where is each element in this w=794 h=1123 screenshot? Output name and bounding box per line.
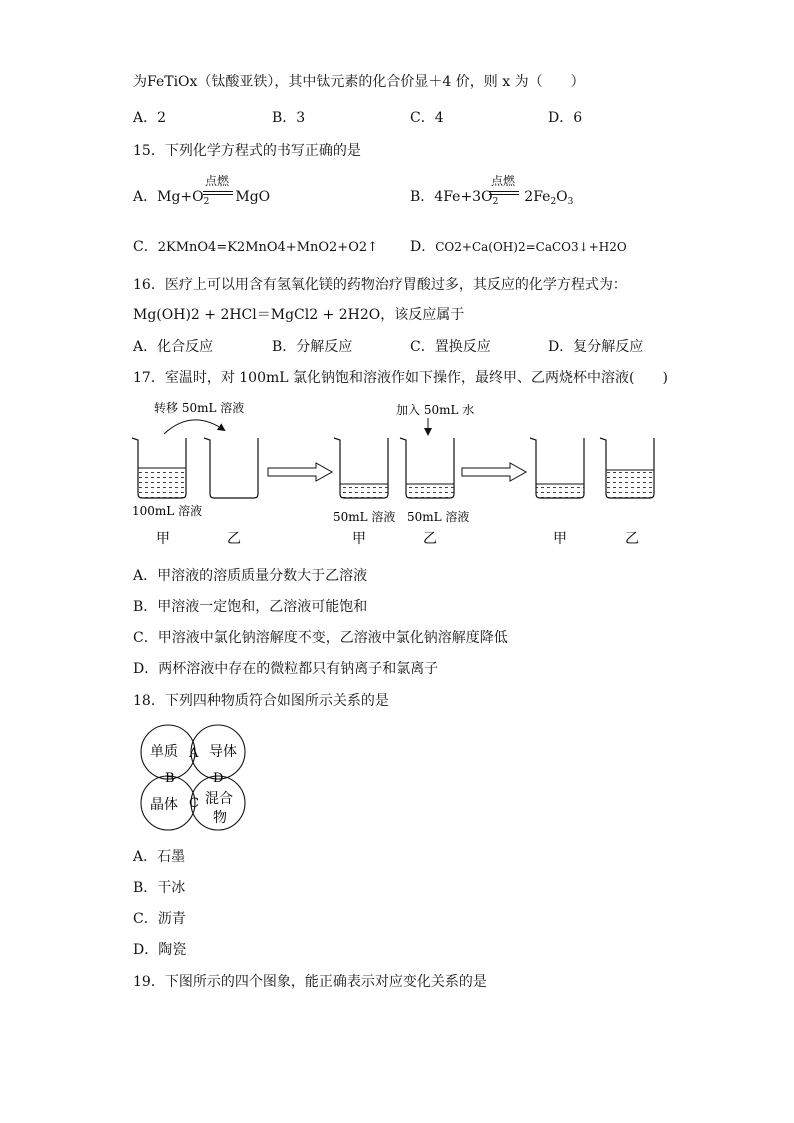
q16-option-d[interactable]: D．复分解反应 (548, 339, 644, 355)
q15-a-right: MgO (235, 189, 271, 205)
label-jia-2: 甲 (352, 531, 366, 547)
q18-option-b[interactable]: B．干冰 (133, 880, 186, 896)
q15-stem: 15．下列化学方程式的书写正确的是 (133, 143, 361, 159)
q15-option-a[interactable] (133, 188, 270, 211)
label-jia-1: 甲 (156, 531, 170, 547)
q15-a-sub: 2 (203, 197, 210, 207)
q15-b-right: 2Fe (524, 189, 551, 205)
label-50ml-b: 50mL 溶液 (407, 510, 470, 524)
beaker-yi-final (600, 438, 654, 498)
q15-b-eq-line-top (489, 191, 519, 192)
beaker-jia-middle (334, 438, 388, 498)
q15-a-label: A． (133, 189, 158, 205)
venn-hunhe: 混合 (205, 791, 233, 807)
q14-option-b[interactable]: B．3 (272, 110, 306, 126)
q14-option-a[interactable]: A．2 (133, 110, 167, 126)
label-yi-2: 乙 (423, 531, 437, 547)
q14-stem-tail (133, 73, 585, 91)
q17-option-b[interactable]: B．甲溶液一定饱和，乙溶液可能饱和 (133, 599, 368, 615)
label-yi-1: 乙 (227, 531, 241, 547)
q16-stem: 16．医疗上可以用含有氢氧化镁的药物治疗胃酸过多，其反应的化学方程式为： (133, 277, 627, 293)
beaker-yi-initial (204, 438, 258, 498)
q17-option-d[interactable]: D．两杯溶液中存在的微粒都只有钠离子和氯离子 (133, 661, 439, 677)
q15-a-eq-line-top (203, 191, 233, 192)
q18-option-a[interactable]: A．石墨 (133, 849, 186, 865)
process-arrow-1 (268, 463, 332, 481)
q15-a-eq-line-bottom (203, 194, 233, 195)
q15-b-label: B． (410, 189, 435, 205)
q15-b-left: 4Fe+3O (434, 189, 493, 205)
q18-stem: 18．下列四种物质符合如图所示关系的是 (133, 693, 389, 709)
q15-option-d[interactable] (410, 238, 627, 256)
q16-option-a[interactable]: A．化合反应 (133, 339, 214, 355)
q14-stem-text: 为FeTiOx（钛酸亚铁），其中钛元素的化合价显＋4 价，则 x 为（ ） (133, 74, 585, 90)
transfer-arrow (164, 420, 224, 434)
q16-equation: Mg(OH)2 + 2HCl＝MgCl2 + 2H2O，该反应属于 (133, 307, 465, 323)
q15-b-sub2: 2 (550, 197, 557, 207)
q15-d-label: D． (410, 239, 436, 255)
q19-stem: 19．下图所示的四个图象，能正确表示对应变化关系的是 (133, 974, 487, 990)
venn-wu: 物 (213, 810, 227, 826)
transfer-label: 转移 50mL 溶液 (154, 401, 245, 415)
q15-c-text: 2KMnO4=K2MnO4+MnO2+O2↑ (157, 240, 379, 255)
q18-option-d[interactable]: D．陶瓷 (133, 942, 187, 958)
label-100ml: 100mL 溶液 (132, 504, 203, 518)
beaker-jia-final (530, 438, 584, 498)
q15-b-sub3: 3 (567, 197, 574, 207)
q17-option-c[interactable]: C．甲溶液中氯化钠溶解度不变，乙溶液中氯化钠溶解度降低 (133, 630, 508, 646)
add-water-label: 加入 50mL 水 (396, 403, 475, 417)
q15-option-c[interactable] (133, 238, 378, 257)
beaker-yi-middle (400, 438, 454, 498)
venn-jingti: 晶体 (150, 797, 178, 813)
q18-venn-diagram (132, 724, 256, 832)
venn-region-d: D (213, 771, 224, 786)
venn-region-b: B (165, 771, 175, 786)
q15-a-condition: 点燃 (205, 174, 230, 188)
venn-daoti: 导体 (209, 744, 237, 760)
venn-region-c: C (189, 796, 199, 811)
beaker-jia-initial (132, 438, 186, 498)
venn-danzhi: 单质 (150, 744, 178, 760)
q16-option-b[interactable]: B．分解反应 (272, 339, 353, 355)
q15-a-left: Mg+O (157, 189, 204, 205)
venn-region-a: A (189, 746, 199, 761)
q14-option-c[interactable]: C．4 (410, 110, 444, 126)
q17-beaker-figure (120, 390, 680, 555)
q16-option-c[interactable]: C．置换反应 (410, 339, 491, 355)
q14-option-d[interactable]: D．6 (548, 110, 583, 126)
q15-b-eq-line-bottom (489, 194, 519, 195)
q15-b-o: O (556, 189, 568, 205)
label-50ml-a: 50mL 溶液 (333, 510, 396, 524)
process-arrow-2 (462, 463, 526, 481)
label-yi-3: 乙 (625, 531, 639, 547)
q17-stem: 17．室温时，对 100mL 氯化钠饱和溶液作如下操作，最终甲、乙两烧杯中溶液( ) (133, 370, 668, 386)
label-jia-3: 甲 (553, 531, 567, 547)
q15-c-label: C． (133, 239, 158, 255)
q15-d-text: CO2+Ca(OH)2=CaCO3↓+H2O (435, 240, 627, 254)
q18-option-c[interactable]: C．沥青 (133, 911, 186, 927)
q17-option-a[interactable]: A．甲溶液的溶质质量分数大于乙溶液 (133, 568, 368, 584)
q15-b-condition: 点燃 (491, 174, 516, 188)
q15-b-sub: 2 (492, 197, 499, 207)
